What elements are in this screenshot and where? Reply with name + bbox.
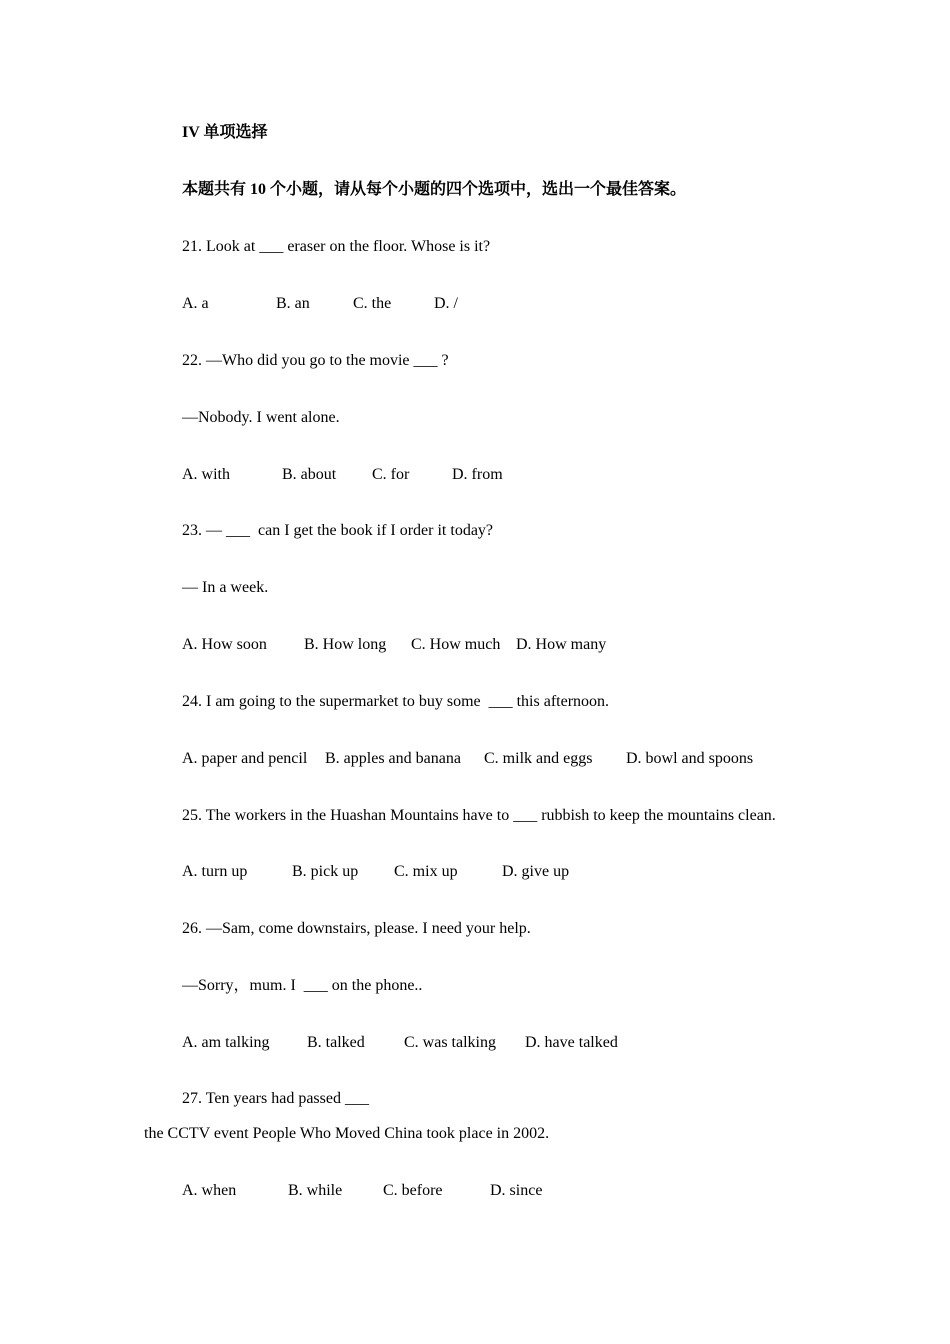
section-title: IV 单项选择 (182, 124, 268, 141)
question-21-stem: 21. Look at ___ eraser on the floor. Whose is it? (182, 238, 491, 255)
question-26-reply: —Sorry，mum. I ___ on the phone.. (182, 977, 423, 994)
option-c: C. for (372, 466, 410, 483)
question-23-options (0, 635, 950, 655)
option-d: D. / (434, 295, 458, 312)
option-a: A. turn up (182, 863, 248, 880)
question-25-stem: 25. The workers in the Huashan Mountains have to ___ rubbish to keep the mountains clean. (182, 807, 776, 824)
option-b: B. How long (304, 636, 387, 653)
option-d: D. from (452, 466, 503, 483)
question-24-options (0, 749, 950, 769)
option-b: B. about (282, 466, 337, 483)
option-c: C. before (383, 1182, 443, 1199)
question-25-options (0, 862, 950, 882)
option-d: D. since (490, 1182, 543, 1199)
option-b: B. talked (307, 1034, 365, 1051)
question-27-stem: 27. Ten years had passed ___ (182, 1090, 369, 1107)
option-a: A. How soon (182, 636, 267, 653)
option-a: A. paper and pencil (182, 750, 308, 767)
question-23-stem: 23. — ___ can I get the book if I order it today? (182, 522, 494, 539)
option-c: C. was talking (404, 1034, 496, 1051)
question-22-stem: 22. —Who did you go to the movie ___ ? (182, 352, 449, 369)
question-26-options (0, 1033, 950, 1053)
question-26-stem: 26. —Sam, come downstairs, please. I need your help. (182, 920, 531, 937)
option-c: C. How much (411, 636, 501, 653)
option-d: D. bowl and spoons (626, 750, 754, 767)
option-d: D. How many (516, 636, 607, 653)
option-d: D. give up (502, 863, 570, 880)
option-a: A. when (182, 1182, 237, 1199)
question-22-reply: —Nobody. I went alone. (182, 409, 340, 426)
question-23-reply: — In a week. (182, 579, 269, 596)
question-27-stem-continued: the CCTV event People Who Moved China took place in 2002. (144, 1125, 550, 1142)
section-instruction: 本题共有 10 个小题，请从每个小题的四个选项中，选出一个最佳答案。 (182, 181, 687, 198)
option-c: C. milk and eggs (484, 750, 593, 767)
question-24-stem: 24. I am going to the supermarket to buy some ___ this afternoon. (182, 693, 610, 710)
option-d: D. have talked (525, 1034, 618, 1051)
option-b: B. pick up (292, 863, 359, 880)
option-b: B. while (288, 1182, 343, 1199)
question-21-options (0, 294, 950, 314)
option-c: C. the (353, 295, 392, 312)
question-27-options (0, 1181, 950, 1201)
option-b: B. apples and banana (325, 750, 461, 767)
option-b: B. an (276, 295, 310, 312)
question-22-options (0, 465, 950, 485)
option-a: A. with (182, 466, 230, 483)
option-a: A. a (182, 295, 209, 312)
option-c: C. mix up (394, 863, 458, 880)
option-a: A. am talking (182, 1034, 270, 1051)
